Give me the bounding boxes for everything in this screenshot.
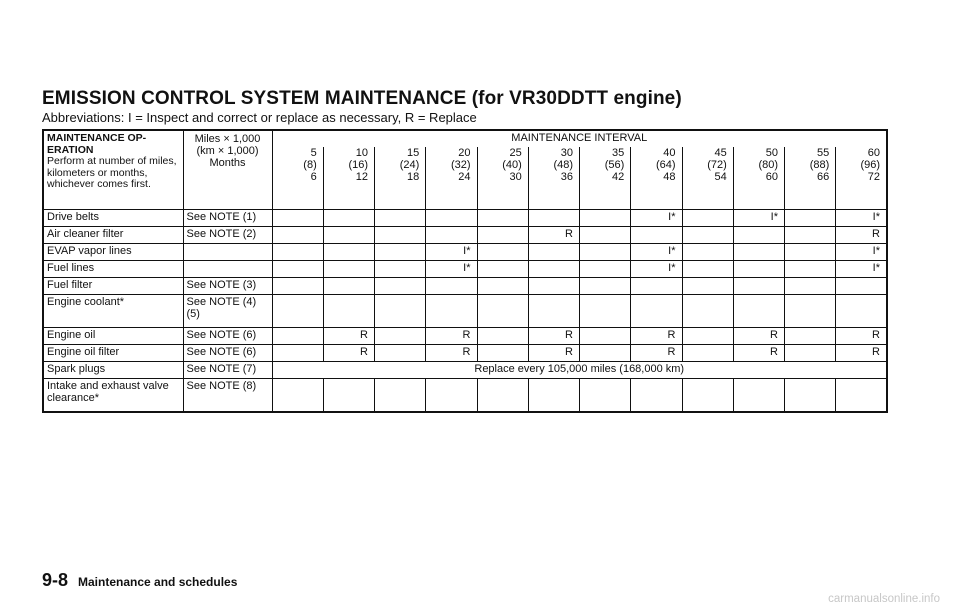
interval-cell: R [528,227,579,244]
item-note: See NOTE (1) [183,210,272,227]
interval-cell [528,379,579,413]
interval-cell [375,328,426,345]
table-row [43,210,887,227]
interval-cell [785,244,836,261]
item-name: Intake and exhaust valve clearance* [43,379,183,413]
item-note: See NOTE (6) [183,328,272,345]
interval-cell: I* [426,261,477,278]
interval-cell: R [426,328,477,345]
interval-cell [733,379,784,413]
item-note: See NOTE (3) [183,278,272,295]
interval-cell: I* [631,261,682,278]
interval-km: (64) [655,159,676,171]
maintenance-operation-label: MAINTENANCE OP-ERATION [47,132,147,156]
interval-col-2 [323,147,374,210]
interval-cell [682,295,733,328]
interval-cell [682,278,733,295]
item-name: Air cleaner filter [43,227,183,244]
interval-cell [272,278,323,295]
interval-cell [785,261,836,278]
interval-cell [785,210,836,227]
interval-cell: R [631,345,682,362]
interval-cell [682,328,733,345]
item-name: Fuel filter [43,278,183,295]
table-row [43,362,887,379]
interval-miles: 10 [355,147,368,159]
interval-col-3 [375,147,426,210]
interval-miles: 40 [663,147,676,159]
interval-cell [580,261,631,278]
item-note: See NOTE (2) [183,227,272,244]
interval-km: (56) [604,159,625,171]
units-miles: Miles × 1,000 [194,133,261,145]
units-months: Months [209,157,246,169]
interval-miles: 15 [407,147,420,159]
interval-cell [528,278,579,295]
table-body [43,210,887,413]
interval-cell [631,379,682,413]
interval-miles: 30 [560,147,573,159]
item-name: Fuel lines [43,261,183,278]
interval-cell [682,261,733,278]
interval-cell: R [836,328,887,345]
interval-cell [272,261,323,278]
interval-cell [477,227,528,244]
maintenance-interval-header: MAINTENANCE INTERVAL [272,130,887,147]
interval-cell: R [528,345,579,362]
interval-cell [785,345,836,362]
interval-col-6 [528,147,579,210]
interval-months: 48 [663,171,676,183]
interval-km: (8) [303,159,317,171]
interval-cell [682,345,733,362]
interval-cell [426,278,477,295]
units-km: (km × 1,000) [196,145,259,157]
item-note [183,261,272,278]
table-row [43,261,887,278]
interval-cell [323,244,374,261]
item-name: Spark plugs [43,362,183,379]
interval-cell [426,210,477,227]
interval-cell [272,345,323,362]
interval-cell [477,328,528,345]
interval-cell: I* [836,261,887,278]
interval-cell [477,379,528,413]
interval-cell: R [323,345,374,362]
interval-cell [272,244,323,261]
interval-cell [375,345,426,362]
interval-col-8 [631,147,682,210]
interval-months: 24 [458,171,471,183]
interval-cell [323,379,374,413]
table-row [43,295,887,328]
interval-cell [528,295,579,328]
interval-months: 42 [612,171,625,183]
item-name: Engine coolant* [43,295,183,328]
interval-miles: 45 [714,147,727,159]
abbreviations-line: Abbreviations: I = Inspect and correct or replace as necessary, R = Replace [42,110,477,125]
interval-cell: R [733,328,784,345]
interval-cell [631,227,682,244]
table-header-row [43,130,887,147]
interval-cell [682,210,733,227]
interval-cell [477,244,528,261]
interval-cell [426,227,477,244]
interval-km: (72) [707,159,727,171]
interval-months: 6 [310,171,317,183]
interval-months: 60 [765,171,778,183]
interval-km: (24) [399,159,420,171]
interval-months: 12 [355,171,368,183]
interval-months: 30 [509,171,522,183]
interval-cell [477,345,528,362]
interval-cell: R [733,345,784,362]
item-name: Engine oil [43,328,183,345]
interval-cell [272,379,323,413]
interval-cell: R [836,345,887,362]
table-row [43,345,887,362]
interval-cell: I* [631,244,682,261]
interval-months: 36 [560,171,573,183]
interval-cell [733,295,784,328]
interval-months: 18 [407,171,420,183]
watermark-text: carmanualsonline.info [828,593,940,605]
interval-cell [375,210,426,227]
interval-km: (40) [502,159,522,171]
interval-cell [682,379,733,413]
interval-cell [580,295,631,328]
interval-cell [477,278,528,295]
interval-cell [426,295,477,328]
interval-cell [580,345,631,362]
page-title: EMISSION CONTROL SYSTEM MAINTENANCE (for VR30DDTT engine) [42,88,682,109]
interval-miles: 5 [310,147,317,159]
table-row [43,244,887,261]
interval-cell [272,227,323,244]
interval-months: 72 [867,171,880,183]
section-name: Maintenance and schedules [78,575,238,589]
interval-cell [836,295,887,328]
maintenance-table [42,129,888,413]
interval-cell [477,261,528,278]
interval-cell [733,227,784,244]
interval-km: (16) [348,159,368,171]
interval-miles: 25 [509,147,522,159]
item-name: EVAP vapor lines [43,244,183,261]
interval-cell [580,278,631,295]
interval-cell [323,210,374,227]
interval-cell: I* [631,210,682,227]
table-row [43,379,887,413]
interval-cell [836,278,887,295]
interval-cell: I* [733,210,784,227]
interval-col-9 [682,147,733,210]
interval-cell [785,379,836,413]
interval-cell [477,210,528,227]
interval-cell: I* [836,210,887,227]
interval-col-11 [785,147,836,210]
interval-col-12 [836,147,887,210]
interval-cell [477,295,528,328]
interval-cell [580,210,631,227]
page-number: 9-8 [42,570,69,590]
interval-km: (32) [450,159,471,171]
interval-cell [785,295,836,328]
interval-cell [323,278,374,295]
interval-cell [323,261,374,278]
interval-col-7 [580,147,631,210]
interval-cell [375,261,426,278]
interval-cell: R [426,345,477,362]
interval-cell [785,278,836,295]
interval-cell [375,295,426,328]
interval-cell: R [528,328,579,345]
interval-km: (96) [860,159,880,171]
interval-miles: 50 [765,147,778,159]
interval-cell [528,210,579,227]
item-note: See NOTE (4) (5) [183,295,272,328]
interval-miles: 55 [817,147,830,159]
interval-cell: I* [836,244,887,261]
interval-km: (80) [758,159,778,171]
item-note [183,244,272,261]
interval-cell [528,244,579,261]
interval-miles: 35 [612,147,625,159]
interval-cell [375,227,426,244]
interval-cell [580,379,631,413]
interval-cell [580,328,631,345]
interval-cell [323,227,374,244]
table-row [43,278,887,295]
interval-col-5 [477,147,528,210]
item-note: See NOTE (7) [183,362,272,379]
interval-col-1 [272,147,323,210]
interval-months: 66 [817,171,830,183]
maintenance-operation-description: Perform at number of miles, kilometers or months, whichever comes first. [47,155,177,190]
interval-cell [836,379,887,413]
interval-cell [733,244,784,261]
maintenance-operation-header [43,130,183,210]
interval-miles: 60 [867,147,880,159]
interval-cell [375,379,426,413]
item-note: See NOTE (6) [183,345,272,362]
interval-cell [580,227,631,244]
interval-km: (88) [809,159,830,171]
item-note: See NOTE (8) [183,379,272,413]
interval-cell [785,227,836,244]
interval-cell [272,210,323,227]
interval-months: 54 [714,171,727,183]
page-footer [42,570,237,591]
interval-cell [272,295,323,328]
interval-cell: I* [426,244,477,261]
interval-cell [528,261,579,278]
interval-cell [682,244,733,261]
table-row [43,227,887,244]
interval-cell [375,244,426,261]
interval-cell [323,295,374,328]
interval-col-4 [426,147,477,210]
units-header [183,130,272,210]
table-row [43,328,887,345]
interval-span-cell: Replace every 105,000 miles (168,000 km) [272,362,887,379]
interval-cell: R [323,328,374,345]
interval-col-10 [733,147,784,210]
interval-km: (48) [553,159,573,171]
interval-cell: R [631,328,682,345]
interval-cell [785,328,836,345]
interval-cell [682,227,733,244]
interval-cell [272,328,323,345]
interval-cell [375,278,426,295]
interval-cell [631,295,682,328]
item-name: Engine oil filter [43,345,183,362]
interval-cell [733,278,784,295]
interval-cell [580,244,631,261]
interval-cell [733,261,784,278]
interval-cell: R [836,227,887,244]
interval-cell [426,379,477,413]
interval-cell [631,278,682,295]
interval-miles: 20 [458,147,471,159]
item-name: Drive belts [43,210,183,227]
